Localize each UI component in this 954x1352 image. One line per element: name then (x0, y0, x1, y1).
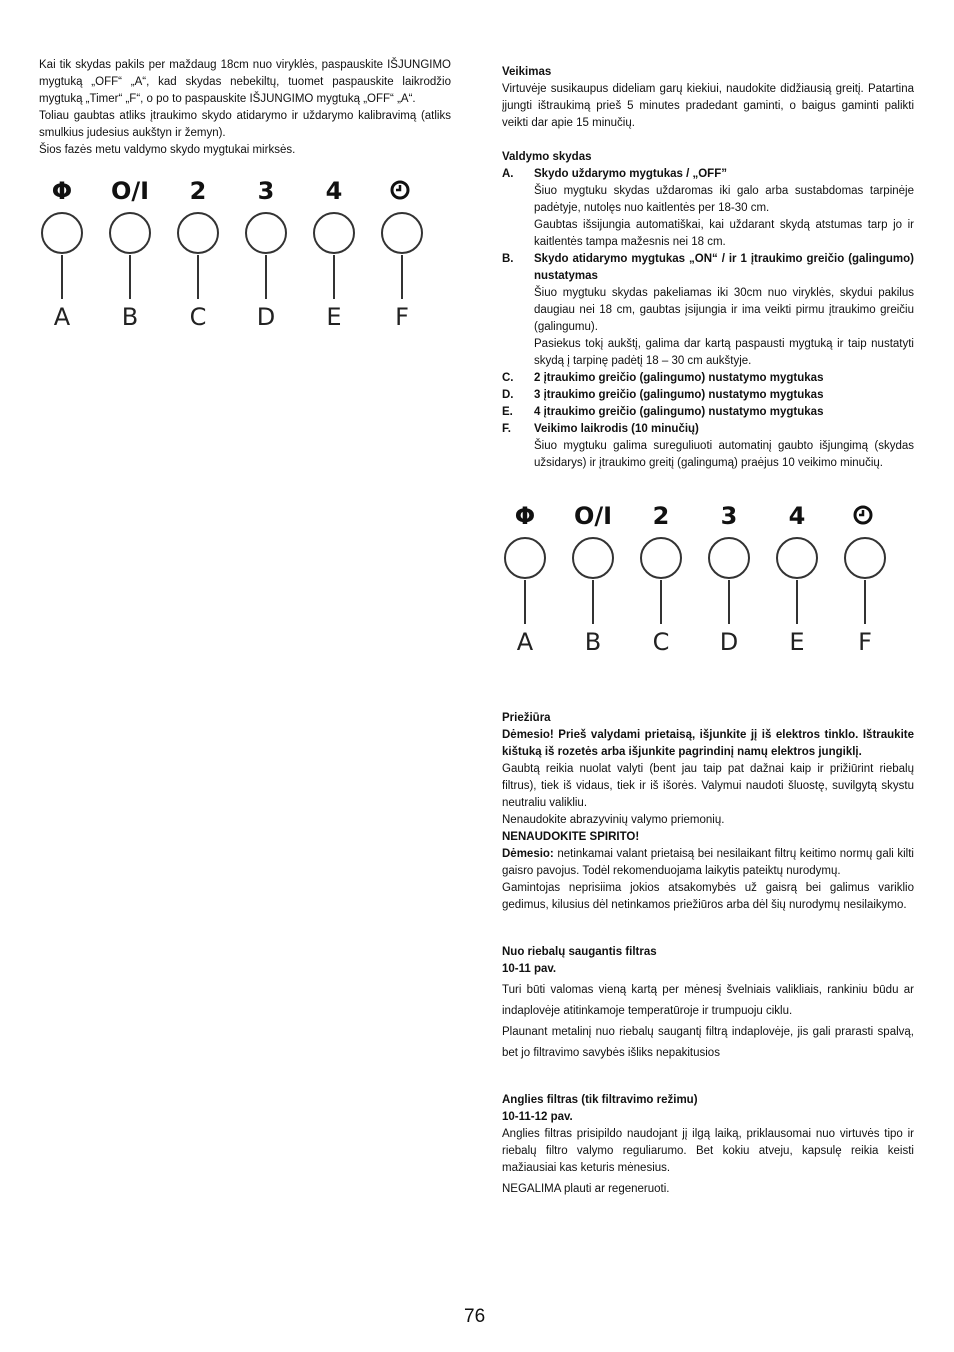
control-item (502, 387, 914, 404)
carbon-filter-heading: Anglies filtras (tik filtravimo režimu) (502, 1094, 698, 1106)
button-letter-label: B (584, 628, 602, 656)
panel-button-a (502, 502, 548, 658)
button-circle (109, 212, 151, 254)
leader-line (265, 255, 267, 299)
control-item (502, 370, 914, 387)
item-letter: E. (502, 406, 513, 418)
speed-3-icon: 3 (720, 502, 738, 530)
leader-line (728, 580, 730, 624)
button-circle (844, 537, 886, 579)
button-letter-label: E (326, 303, 342, 331)
leader-line (401, 255, 403, 299)
leader-line (197, 255, 199, 299)
panel-button-d (243, 177, 289, 333)
liability-paragraph: Gamintojas neprisiima jokios atsakomybės už gaisrą bei galimus variklio gedimus, kilusius dėl netinkamos priežiūros arba dėl šių nurodymų nesilaikymo. (502, 882, 914, 911)
button-letter-label: C (189, 303, 207, 331)
power-off-icon: Φ (514, 502, 536, 530)
panel-button-e (311, 177, 357, 333)
grease-filter-p1: Turi būti valomas vieną kartą per mėnesį švelniais valikliais, rankiniu būdu ar indaplovėje atitinkamoje temperatūroje ir trumpuoju ciklu. (502, 984, 914, 1017)
carbon-filter-figref: 10-11-12 pav. (502, 1111, 573, 1123)
item-letter: A. (502, 168, 514, 180)
control-panel-diagram (39, 177, 451, 333)
veikimas-text: Virtuvėje susikaupus dideliam garų kiekiui, naudokite didžiausią greitį. Patartina įjungti ištraukimą prieš 5 minutes pradedant gaminti, o baigus gaminti palikti veikti dar apie 15 minučių. (502, 83, 914, 129)
button-circle (245, 212, 287, 254)
abrasive-note: Nenaudokite abrazyvinių valymo priemonių. (502, 814, 725, 826)
item-description: Gaubtas išsijungia automatiškai, kai uždarant skydą atstumas tarp jo ir kaitlentės tampa mažesnis nei 18 cm. (534, 219, 914, 248)
button-letter-label: D (719, 628, 739, 656)
intro-paragraph: Kai tik skydas pakils per maždaug 18cm nuo viryklės, paspauskite IŠJUNGIMO mygtuką „OFF“ „A“, kad skydas nebekiltų, tuomet paspauskite laikrodžio mygtuką „Timer“ „F“, o po to paspauskite IŠJUNGIMO mygtuką „OFF“ „A“. (39, 59, 451, 105)
on-off-icon: O/I (573, 502, 613, 530)
item-letter: C. (502, 372, 514, 384)
leader-line (592, 580, 594, 624)
grease-filter-p2: Plaunant metalinį nuo riebalų saugantį filtrą indaplovėje, jis gali prarasti spalvą, bet jo filtravimo savybės išliks nepakitusios (502, 1026, 914, 1059)
button-letter-label: F (395, 303, 409, 331)
no-spirit-note: NENAUDOKITE SPIRITO! (502, 831, 640, 843)
button-letter-label: B (121, 303, 139, 331)
veikimas-heading: Veikimas (502, 66, 552, 78)
leader-line (129, 255, 131, 299)
speed-4-icon: 4 (788, 502, 806, 530)
button-letter-label: D (256, 303, 276, 331)
page-number: 76 (464, 1306, 486, 1327)
attention-paragraph (502, 846, 914, 880)
item-description: Šiuo mygtuku galima sureguliuoti automatinį gaubto išjungimą (skydas užsidarys) ir įtraukimo greitį (galingumą) praėjus 10 veikimo minučių. (534, 440, 914, 469)
attention-text: netinkamai valant prietaisą bei nesilaikant filtrų keitimo normų gali kilti gaisro pavojus. Todėl rekomenduojama laikytis pateiktų nurodymų. (502, 848, 914, 877)
button-circle (776, 537, 818, 579)
speed-3-icon: 3 (257, 177, 275, 205)
button-circle (313, 212, 355, 254)
item-title: 4 įtraukimo greičio (galingumo) nustatymo mygtukas (534, 406, 824, 418)
button-circle (41, 212, 83, 254)
item-title: Skydo atidarymo mygtukas „ON“ / ir 1 įtraukimo greičio (galingumo) nustatymas (534, 253, 914, 282)
panel-button-f (842, 502, 888, 658)
speed-2-icon: 2 (652, 502, 670, 530)
power-off-icon: Φ (51, 177, 73, 205)
leader-line (660, 580, 662, 624)
panel-button-f (379, 177, 425, 333)
button-circle (381, 212, 423, 254)
control-item (502, 404, 914, 421)
button-circle (504, 537, 546, 579)
item-title: 2 įtraukimo greičio (galingumo) nustatymo mygtukas (534, 372, 824, 384)
control-items-list (502, 166, 914, 472)
attention-label: Dėmesio: (502, 848, 554, 860)
button-circle (177, 212, 219, 254)
item-description: Šiuo mygtuku skydas pakeliamas iki 30cm nuo viryklės, skydui pakilus daugiau nei 18 cm, gaubtas įsijungia ir ima veikti pirmu įtraukimo greičiu (galingumu). (534, 287, 914, 333)
item-letter: F. (502, 423, 511, 435)
item-letter: D. (502, 389, 514, 401)
safety-warning: Dėmesio! Prieš valydami prietaisą, išjunkite jį iš elektros tinklo. Ištraukite kištuką iš rozetės arba išjunkite pagrindinį namų elektros jungiklį. (502, 729, 914, 758)
panel-button-c (175, 177, 221, 333)
leader-line (333, 255, 335, 299)
carbon-filter-p1: Anglies filtras prisipildo naudojant jį ilgą laiką, priklausomai nuo virtuvės tipo ir riebalų filtro valymo reguliarumo. Bet kokiu atveju, kapsulę reikia keisti mažiausiai kas keturis mėnesius. (502, 1128, 914, 1174)
button-letter-label: C (652, 628, 670, 656)
speed-4-icon: 4 (325, 177, 343, 205)
valdymo-heading: Valdymo skydas (502, 151, 592, 163)
button-letter-label: F (858, 628, 872, 656)
calibration-paragraph: Toliau gaubtas atliks įtraukimo skydo atidarymo ir uždarymo kalibravimą (atliks smulkius judesius aukštyn ir žemyn). (39, 110, 451, 139)
left-column (39, 57, 451, 333)
panel-button-b (107, 177, 153, 333)
item-letter: B. (502, 253, 514, 265)
panel-button-e (774, 502, 820, 658)
control-item (502, 421, 914, 438)
speed-2-icon: 2 (189, 177, 207, 205)
item-title: Veikimo laikrodis (10 minučių) (534, 423, 699, 435)
on-off-icon: O/I (110, 177, 150, 205)
button-circle (572, 537, 614, 579)
cleaning-paragraph: Gaubtą reikia nuolat valyti (bent jau taip pat dažnai kaip ir prižiūrint riebalų filtrus), tiek iš vidaus, tiek ir iš išorės. Valymui naudoti šluostę, suvilgytą skystu neutraliu valikliu. (502, 763, 914, 809)
item-description: Pasiekus tokį aukštį, galima dar kartą paspausti mygtuką ir taip nustatyti skydą į tarpinę padėtį 18 – 30 cm aukštyje. (534, 338, 914, 367)
right-column (502, 64, 914, 1198)
button-letter-label: E (789, 628, 805, 656)
button-letter-label: A (516, 628, 534, 656)
panel-button-c (638, 502, 684, 658)
button-circle (708, 537, 750, 579)
leader-line (524, 580, 526, 624)
carbon-filter-p2: NEGALIMA plauti ar regeneruoti. (502, 1183, 670, 1195)
grease-filter-figref: 10-11 pav. (502, 963, 557, 975)
leader-line (796, 580, 798, 624)
control-panel-diagram (502, 502, 914, 658)
button-letter-label: A (53, 303, 71, 331)
panel-button-a (39, 177, 85, 333)
control-item (502, 166, 914, 183)
leader-line (864, 580, 866, 624)
item-description: Šiuo mygtuku skydas uždaromas iki galo arba sustabdomas tarpinėje padėtyje, nutolęs nuo kaitlentės per 18-30 cm. (534, 185, 914, 214)
item-title: Skydo uždarymo mygtukas / „OFF” (534, 168, 727, 180)
item-title: 3 įtraukimo greičio (galingumo) nustatymo mygtukas (534, 389, 824, 401)
prieziura-heading: Priežiūra (502, 712, 551, 724)
blinking-note: Šios fazės metu valdymo skydo mygtukai mirksės. (39, 144, 296, 156)
panel-button-b (570, 502, 616, 658)
panel-button-d (706, 502, 752, 658)
leader-line (61, 255, 63, 299)
button-circle (640, 537, 682, 579)
control-item (502, 251, 914, 285)
grease-filter-heading: Nuo riebalų saugantis filtras (502, 946, 657, 958)
